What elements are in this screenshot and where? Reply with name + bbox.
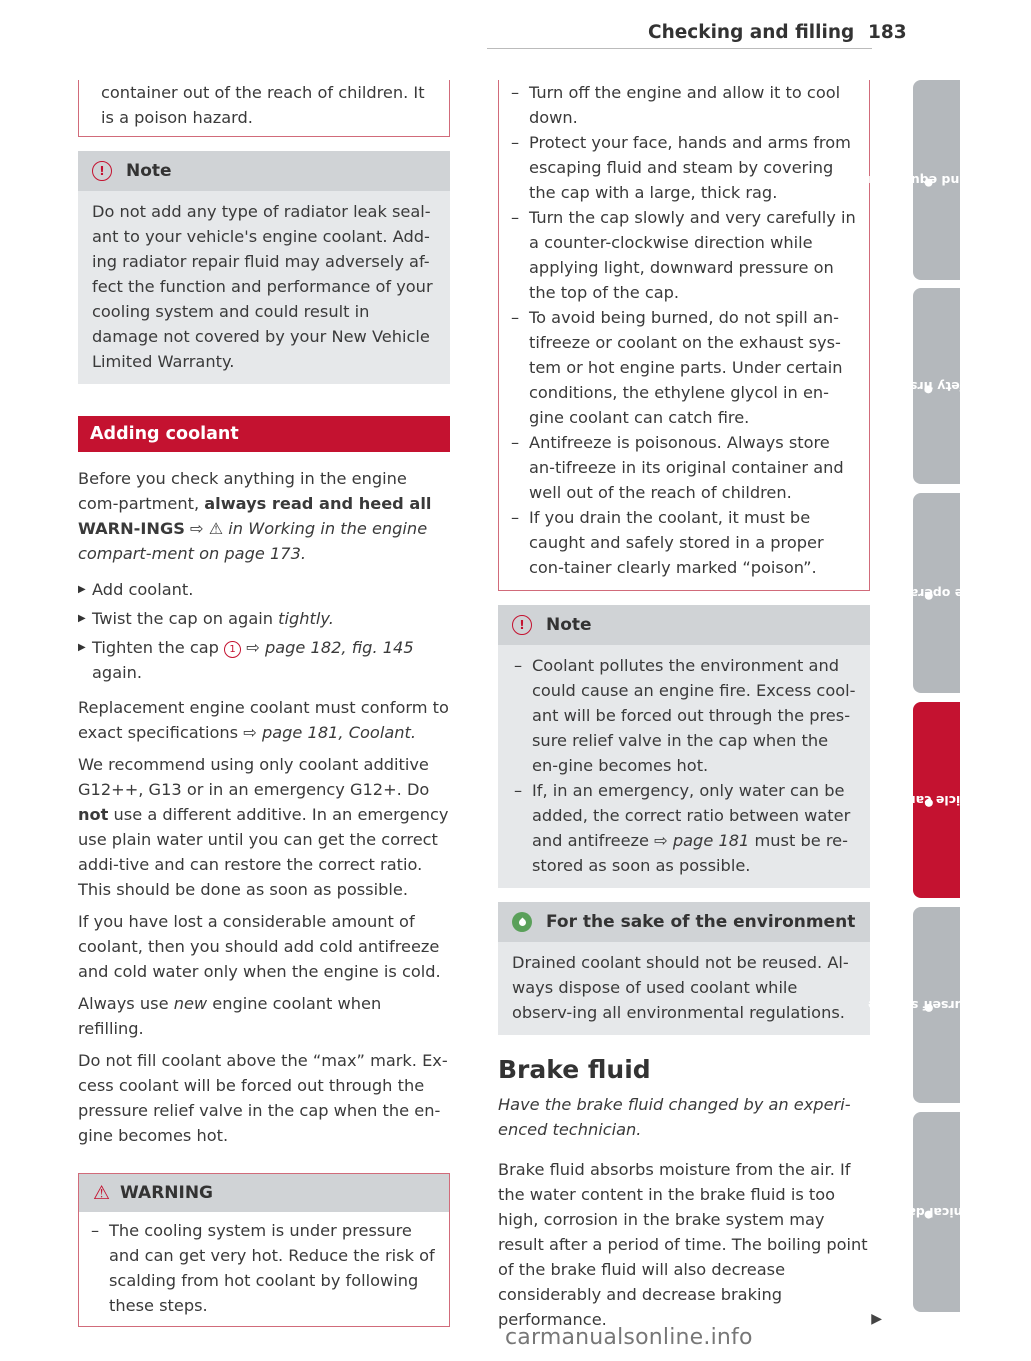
tab-vehicle-operation[interactable]: Vehicle operation [913, 493, 960, 693]
cross-reference-link[interactable]: ⇨ page 181 [654, 831, 750, 850]
warning-continuation-line-1: container out of the reach of children. It [101, 83, 425, 102]
note-header [78, 151, 450, 191]
cross-reference-link[interactable]: ⇨ page 181, Coolant. [243, 723, 416, 742]
warning-item: – Turn the cap slowly and very carefully in a counter-clockwise direction while applying light, downward pressure on the top of the cap. [511, 208, 856, 302]
leaf-icon [512, 912, 532, 932]
note-title: Note [546, 614, 592, 635]
watermark: carmanualsonline.info [505, 1325, 753, 1350]
warning-item: – Antifreeze is poisonous. Always store an-tifreeze in its original container and well out of the reach of children. [511, 433, 844, 502]
warning-continuation-box [78, 80, 450, 137]
note-title: Note [126, 160, 172, 181]
tab-vehicle-care[interactable]: Vehicle care [913, 702, 960, 898]
paragraph: If you have lost a considerable amount of coolant, then you should add cold antifreeze and cold water only when the engine is cold. [78, 912, 441, 981]
warning-item: – Protect your face, hands and arms from escaping fluid and steam by covering the cap with a large, thick rag. [511, 133, 851, 202]
note-item: – If, in an emergency, only water can be added, the correct ratio between water and antifreeze ⇨ page 181 must be re-stored as soon as possible. [514, 781, 851, 875]
running-header-section: Checking and filling [648, 22, 855, 43]
callout-number-icon: 1 [224, 641, 241, 658]
step-arrow-icon: ▶ [78, 584, 86, 595]
note-text: Do not add any type of radiator leak seal-ant to your vehicle's engine coolant. Add-ing radiator repair fluid may adversely af-fect the function and performance of your cooling system and could result in damage not covered by your New Vehicle Limited Warranty. [92, 202, 433, 371]
warning-header [78, 1173, 450, 1212]
info-icon: ! [92, 161, 112, 181]
section-heading-adding-coolant: Adding coolant [78, 416, 450, 452]
left-column [78, 80, 450, 1327]
environment-header [498, 902, 870, 942]
right-column [498, 80, 882, 1339]
section-subtitle: Have the brake fluid changed by an experi-enced technician. [498, 1095, 851, 1139]
tab-safety-first[interactable]: Safety first [913, 288, 960, 484]
info-icon: ! [512, 615, 532, 635]
warning-item: – If you drain the coolant, it must be caught and safely stored in a proper con-tainer clearly marked “poison”. [511, 508, 824, 577]
warning-continuation-box [498, 80, 870, 591]
warning-triangle-icon: ⚠ [93, 1181, 111, 1204]
step-item: ▶ Tighten the cap 1 ⇨ page 182, fig. 145 again. [78, 635, 450, 685]
warning-body [78, 1212, 450, 1327]
note-body [498, 645, 870, 888]
paragraph: Do not fill coolant above the “max” mark. Ex-cess coolant will be forced out through the pressure relief valve in the cap when the en-gine becomes hot. [78, 1051, 448, 1145]
figure-reference-link[interactable]: ⇨ page 182, fig. 145 [241, 638, 414, 657]
paragraph: Replacement engine coolant must conform to exact specifications ⇨ page 181, Coolant. [78, 698, 449, 742]
step-item: ▶ Twist the cap on again tightly. [78, 606, 450, 631]
step-arrow-icon: ▶ [78, 613, 86, 624]
section-heading-brake-fluid: Brake fluid [498, 1055, 651, 1084]
step-item: ▶ Add coolant. [78, 577, 450, 602]
paragraph: Always use new engine coolant when refilling. [78, 994, 382, 1038]
warning-item: – The cooling system is under pressure and can get very hot. Reduce the risk of scalding from hot coolant by following these steps. [91, 1221, 435, 1315]
intro-paragraph: Before you check anything in the engine com-partment, always read and heed all WARN-INGS ⇨ ⚠ in Working in the engine compart-ment on page 173. [78, 469, 432, 563]
note-item: – Coolant pollutes the environment and could cause an engine fire. Excess cool-ant will be forced out through the pres-sure relief valve in the cap when the en-gine becomes hot. [514, 656, 856, 775]
tab-controls-and-equipment[interactable]: Controls and equip-ment [913, 80, 960, 280]
environment-body [498, 942, 870, 1035]
page-number: 183 [868, 22, 907, 43]
warning-item: – To avoid being burned, do not spill an-tifreeze or coolant on the exhaust sys-tem or hot engine parts. Under certain conditions, the ethylene glycol in en-gine coolant can catch fire. [511, 308, 843, 427]
note-header [498, 605, 870, 645]
warning-continuation-line-2: is a poison hazard. [101, 108, 253, 127]
tab-technical-data[interactable]: Technical data [913, 1112, 960, 1312]
continue-arrow-icon: ▶ [871, 1311, 882, 1327]
tab-do-it-yourself-service[interactable]: Do-it-yourself service [913, 907, 960, 1103]
paragraph: Brake fluid absorbs moisture from the air. If the water content in the brake fluid is too high, corrosion in the brake system may result after a period of time. The boiling point of the brake fluid will also decrease considerably and decrease braking performance. ▶ [498, 1157, 870, 1332]
warning-title: WARNING [120, 1182, 214, 1203]
environment-text: Drained coolant should not be reused. Al-ways dispose of used coolant while observ-ing all environmental regulations. [512, 953, 849, 1022]
paragraph: We recommend using only coolant additive G12++, G13 or in an emergency G12+. Do not use a different additive. In an emergency use plain water until you can get the correct addi-tive and can restore the correct ratio. This should be done as soon as possible. [78, 755, 449, 899]
step-arrow-icon: ▶ [78, 642, 86, 653]
note-body [78, 191, 450, 384]
environment-title: For the sake of the environment [546, 911, 856, 932]
cross-reference-link[interactable]: ⇨ ⚠ in Working in the engine compart-ment on page 173. [78, 519, 428, 563]
warning-item: – Turn off the engine and allow it to cool down. [511, 83, 841, 127]
header-rule [487, 48, 872, 49]
